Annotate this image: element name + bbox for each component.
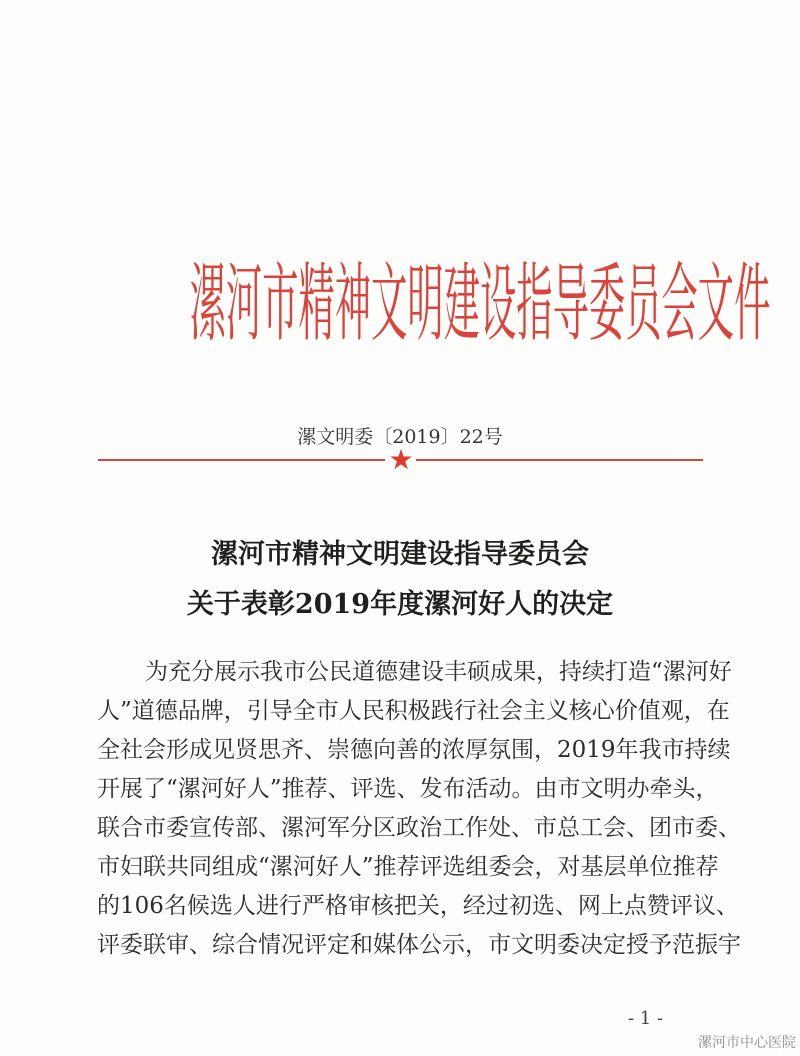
red-divider-left — [98, 459, 385, 461]
body-line: 开展了“漯河好人”推荐、评选、发布活动。由市文明办牵头， — [97, 776, 719, 802]
document-title-line-2: 关于表彰2019年度漯河好人的决定 — [186, 589, 614, 620]
body-line: 评委联审、综合情况评定和媒体公示，市文明委决定授予范振宇 — [97, 932, 741, 958]
document-title-line-1: 漯河市精神文明建设指导委员会 — [211, 539, 589, 570]
document-number: 漯文明委〔2019〕22号 — [297, 426, 503, 448]
body-line: 人”道德品牌，引导全市人民积极践行社会主义核心价值观，在 — [97, 698, 730, 724]
header-title-text: 漯河市精神文明建设指导委员会文件 — [189, 254, 771, 355]
body-line: 为充分展示我市公民道德建设丰硕成果，持续打造“漯河好 — [145, 659, 732, 685]
body-line: 联合市委宣传部、漯河军分区政治工作处、市总工会、团市委、 — [97, 815, 741, 841]
body-line: 市妇联共同组成“漯河好人”推荐评选组委会，对基层单位推荐 — [97, 854, 719, 880]
document-body — [97, 656, 741, 968]
body-line: 的106名候选人进行严格审核把关，经过初选、网上点赞评议、 — [97, 893, 739, 919]
body-line: 全社会形成见贤思齐、崇德向善的浓厚氛围，2019年我市持续 — [97, 737, 731, 763]
star-icon: ★ — [388, 443, 414, 476]
document-header-title — [0, 254, 800, 355]
page-number: - 1 - — [628, 1008, 664, 1029]
red-divider-right — [416, 459, 703, 461]
watermark: 漯河市中心医院 — [698, 1035, 796, 1051]
